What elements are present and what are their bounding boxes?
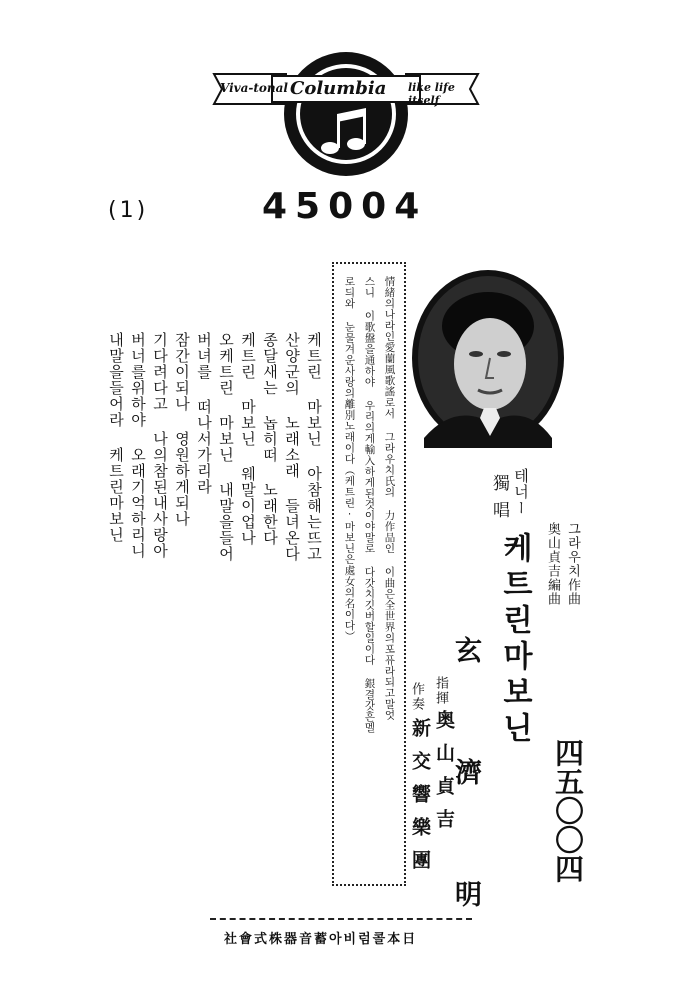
singer-portrait [410,268,566,448]
arranger-credit: 奥山貞吉編曲 [545,522,560,606]
lyric-line: 버너를위하야 오래기억하리니 [129,332,147,559]
lyric-line: 내말을들어라 케트린마보닌 [107,332,125,543]
lyric-line: 잠간이되나 영원하게되나 [173,332,191,527]
columbia-logo [212,52,480,182]
logo-brand: Columbia [290,78,387,99]
conductor-name: 奥山貞吉 [433,710,455,842]
song-title: 케트린마보닌 [497,532,532,748]
lyric-line: 오케트린 마보닌 내말을들어 [217,332,235,562]
description-line: 스니 이歌盤을通하야 우리의게輸入하게된것이야말로 다갓치깃버할일이다 銀결갓흔멜 [363,276,376,733]
conductor-label: 指揮 [433,676,448,706]
description-line: 로듸와 눈물겨운사랑의離別노래이다（케트린·마보닌은處女의名이다） [343,276,356,642]
singer-portrait-image [410,268,566,448]
lyric-line: 종달새는 놉히떠 노래한다 [261,332,279,546]
lyric-line: 버녀를 떠나서가리라 [195,332,213,495]
company-name: 社會式株器音蓄아비럼콜本日 [224,932,418,947]
columbia-logo-graphic [212,52,480,182]
voice-type: 테너ー [512,468,530,516]
footer-divider [210,918,472,920]
description-line: 情緒의나라인愛蘭風歌謠로서 그라우치氏의 力作品인 이曲은全世界의포퓨라되고말엇 [383,276,396,721]
lyric-line: 기다려다고 나의참된내사랑아 [151,332,169,559]
singer-name: 玄 濟 明 [450,636,481,941]
lyric-line: 케트린 마보닌 아참해는뜨고 [305,332,323,562]
logo-right-slogan: like life itself [408,81,455,107]
orchestra-name: 新交響樂團 [409,718,431,883]
record-index: (1) [108,198,149,223]
lyric-line: 산양군의 노래소래 들녀온다 [283,332,301,562]
logo-left-slogan: Viva-tonal [220,81,288,95]
solo-label: 獨唱 [489,474,509,528]
composer-credit: 그라우치作曲 [565,522,580,606]
record-number-kanji: 四五〇〇四 [551,738,585,883]
orchestra-label: 作奏 [409,682,424,712]
lyric-line: 케트린 마보닌 웨말이업나 [239,332,257,546]
record-number: 45004 [262,186,428,227]
